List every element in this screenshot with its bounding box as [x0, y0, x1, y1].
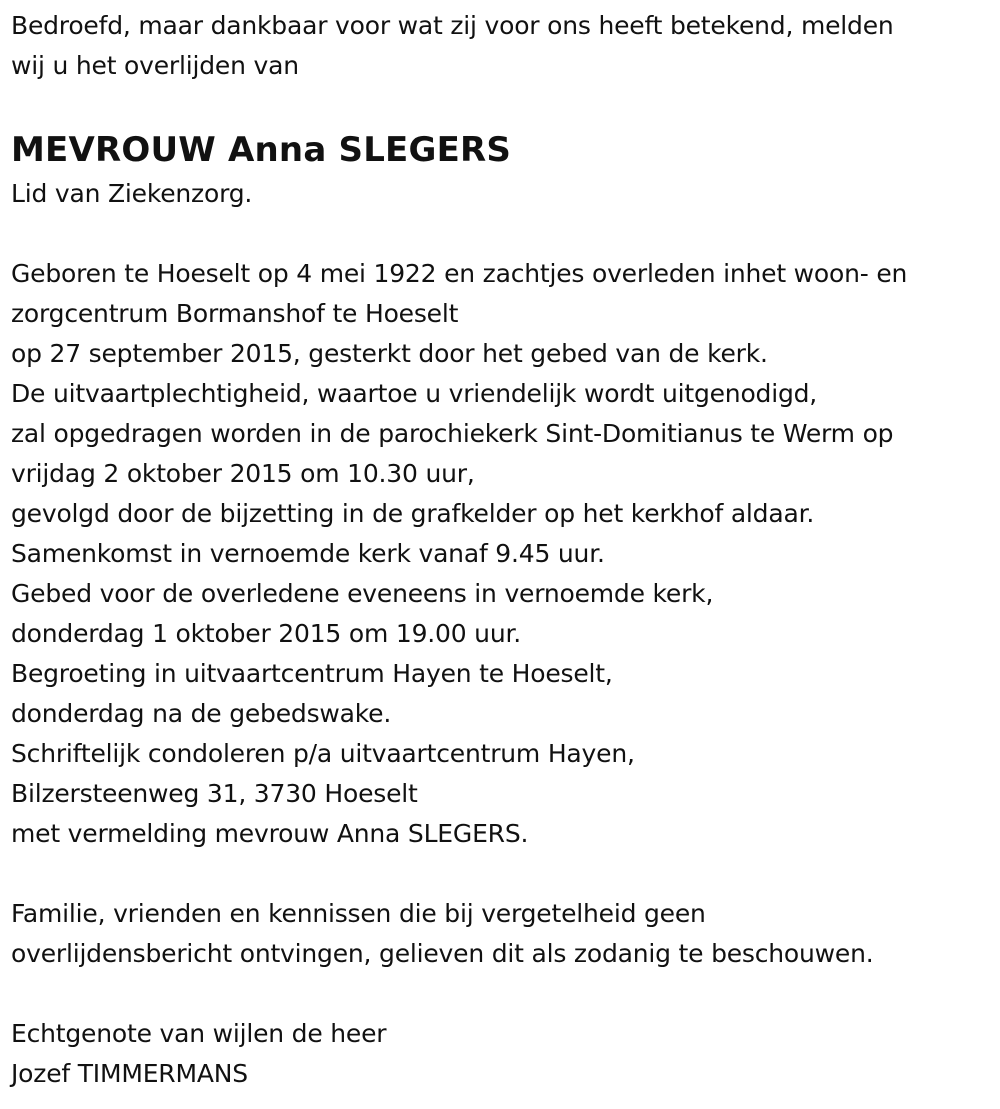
detail-line: De uitvaartplechtigheid, waartoe u vriendelijk wordt uitgenodigd,	[11, 379, 818, 408]
detail-line: Schriftelijk condoleren p/a uitvaartcentrum Hayen,	[11, 739, 635, 768]
detail-line: Samenkomst in vernoemde kerk vanaf 9.45 uur.	[11, 539, 605, 568]
detail-line: gevolgd door de bijzetting in de grafkelder op het kerkhof aldaar.	[11, 499, 815, 528]
funeral-details	[11, 254, 991, 854]
spacer	[11, 854, 991, 894]
detail-line: op 27 september 2015, gesterkt door het gebed van de kerk.	[11, 339, 768, 368]
obituary-notice	[11, 6, 991, 1094]
detail-line: zorgcentrum Bormanshof te Hoeselt	[11, 299, 459, 328]
spouse-name: Jozef TIMMERMANS	[11, 1059, 248, 1088]
notice-line: overlijdensbericht ontvingen, gelieven dit als zodanig te beschouwen.	[11, 939, 874, 968]
spouse-text	[11, 1014, 991, 1094]
deceased-name: MEVROUW Anna SLEGERS	[11, 130, 512, 170]
membership-text: Lid van Ziekenzorg.	[11, 179, 253, 208]
spouse-line: Echtgenote van wijlen de heer	[11, 1019, 387, 1048]
notice-line: Familie, vrienden en kennissen die bij vergetelheid geen	[11, 899, 706, 928]
spacer	[11, 214, 991, 254]
detail-line: donderdag na de gebedswake.	[11, 699, 392, 728]
detail-line: zal opgedragen worden in de parochiekerk Sint-Domitianus te Werm op	[11, 419, 894, 448]
intro-line: wij u het overlijden van	[11, 51, 299, 80]
detail-line: met vermelding mevrouw Anna SLEGERS.	[11, 819, 529, 848]
detail-line: Gebed voor de overledene eveneens in vernoemde kerk,	[11, 579, 714, 608]
spacer	[11, 974, 991, 1014]
detail-line: Geboren te Hoeselt op 4 mei 1922 en zachtjes overleden inhet woon- en	[11, 259, 908, 288]
detail-line: donderdag 1 oktober 2015 om 19.00 uur.	[11, 619, 522, 648]
intro-text	[11, 6, 991, 86]
detail-line: vrijdag 2 oktober 2015 om 10.30 uur,	[11, 459, 475, 488]
detail-line: Begroeting in uitvaartcentrum Hayen te Hoeselt,	[11, 659, 613, 688]
intro-line: Bedroefd, maar dankbaar voor wat zij voor ons heeft betekend, melden	[11, 11, 894, 40]
detail-line: Bilzersteenweg 31, 3730 Hoeselt	[11, 779, 418, 808]
notice-text	[11, 894, 991, 974]
